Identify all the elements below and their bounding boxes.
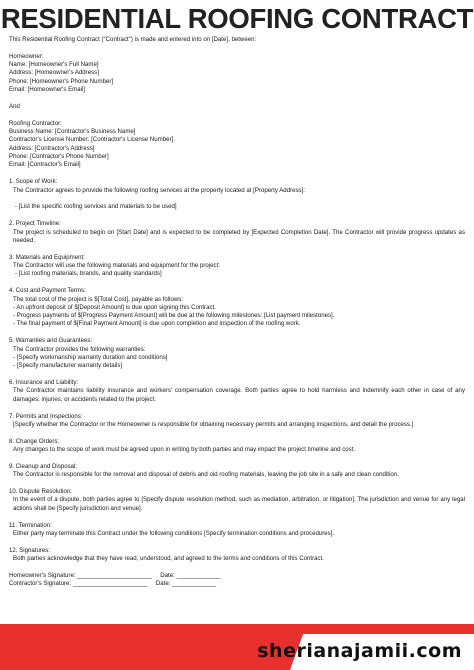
and-text: And: [9, 102, 20, 110]
document-title: RESIDENTIAL ROOFING CONTRACT: [0, 3, 474, 34]
homeowner-phone: Phone: [Homeowner's Phone Number]: [9, 77, 114, 85]
homeowner-email: Email: [Homeowner's Email]: [9, 86, 86, 94]
section-item: - The final payment of $[Final Payment Amount] is due upon completion and inspection of the roofing work.: [13, 320, 301, 328]
section-text: Any changes to the scope of work must be agreed upon in writing by both parties and may impact the project timeline and cost.: [13, 446, 356, 454]
section-text: The Contractor agrees to provide the following roofing services at the property located at [Property Address]:: [13, 186, 305, 194]
section-text: The Contractor maintains liability insurance and workers' compensation coverage. Both parties agree to hold harmless and indemnify each other in case of any damages, injuries, or accidents related to the project.: [13, 387, 467, 403]
contractor-address: Address: [Contractor's Address]: [9, 144, 95, 152]
section-item: - [Specify manufacturer warranty details]: [13, 362, 123, 370]
section-heading: 12. Signatures:: [9, 546, 50, 554]
intro-text: This Residential Roofing Contract ("Contract") is made and entered into on [Date], between:: [9, 36, 257, 43]
homeowner-heading: Homeowner:: [9, 52, 44, 60]
section-item: - [Specify workmanship warranty duration and conditions]: [13, 353, 168, 361]
section-text: The total cost of the project is $[Total Cost], payable as follows:: [13, 295, 184, 303]
homeowner-name: Name: [Homeowner's Full Name]: [9, 61, 99, 69]
section-heading: 8. Change Orders:: [9, 437, 60, 445]
section-heading: 7. Permits and Inspections:: [9, 412, 83, 420]
section-heading: 2. Project Timeline:: [9, 220, 61, 228]
contractor-heading: Roofing Contractor:: [9, 119, 62, 127]
section-heading: 1. Scope of Work:: [9, 178, 58, 186]
section-heading: 4. Cost and Payment Terms:: [9, 287, 86, 295]
section-text: [Specify whether the Contractor or the Homeowner is responsible for obtaining necessary permits and arranging inspections, and detail the process.]: [13, 420, 414, 428]
homeowner-address: Address: [Homeowner's Address]: [9, 69, 99, 77]
section-text: In the event of a dispute, both parties agree to [Specify dispute resolution method, such as mediation, arbitration, or litigation]. The jurisdiction and venue for any legal actions shall be [Specify jurisdiction and venue].: [13, 496, 467, 512]
contractor-license: Contractor's License Number: [Contractor's License Number]: [9, 136, 174, 144]
section-item: - Progress payments of $[Progress Payment Amount] will be due at the following milestones: [List payment milestones].: [13, 312, 335, 320]
section-text: The Contractor provides the following warranties:: [13, 345, 146, 353]
section-text: Either party may terminate this Contract under the following conditions [Specify termination conditions and procedures].: [13, 529, 335, 537]
contractor-email: Email: [Contractor's Email]: [9, 161, 81, 169]
section-text: The Contractor is responsible for the removal and disposal of debris and old roofing materials, leaving the job site in a safe and clean condition.: [13, 471, 399, 479]
contract-body: [9, 36, 465, 589]
section-text: The project is scheduled to begin on [Start Date] and is expected to be completed by [Expected Completion Date]. The Contractor will provide progress updates as needed.: [13, 228, 467, 244]
section-heading: 9. Cleanup and Disposal:: [9, 463, 78, 470]
section-heading: 5. Warranties and Guarantees:: [9, 337, 93, 345]
section-heading: 11. Termination:: [9, 521, 52, 529]
contractor-phone: Phone: [Contractor's Phone Number]: [9, 153, 109, 161]
section-heading: 3. Materials and Equipment:: [9, 253, 85, 261]
section-text: The Contractor will use the following materials and equipment for the project:: [13, 262, 220, 270]
contractor-business: Business Name: [Contractor's Business Name]: [9, 128, 136, 136]
section-heading: 6. Insurance and Liability:: [9, 379, 79, 387]
footer-website: sherianajamii.com: [257, 640, 462, 662]
contractor-signature-line: Contractor's Signature: ______________________ Date: _____________: [9, 580, 217, 588]
section-item: - [List the specific roofing services and materials to be used]: [15, 203, 177, 211]
section-heading: 10. Dispute Resolution:: [9, 488, 73, 496]
section-text: Both parties acknowledge that they have read, understood, and agreed to the terms and conditions of this Contract.: [13, 555, 324, 563]
section-item: - [List roofing materials, brands, and quality standards]: [15, 270, 162, 278]
homeowner-signature-line: Homeowner's Signature: ______________________ Date: _____________: [9, 572, 221, 580]
section-item: - An upfront deposit of $[Deposit Amount] is due upon signing this Contract.: [13, 303, 216, 311]
